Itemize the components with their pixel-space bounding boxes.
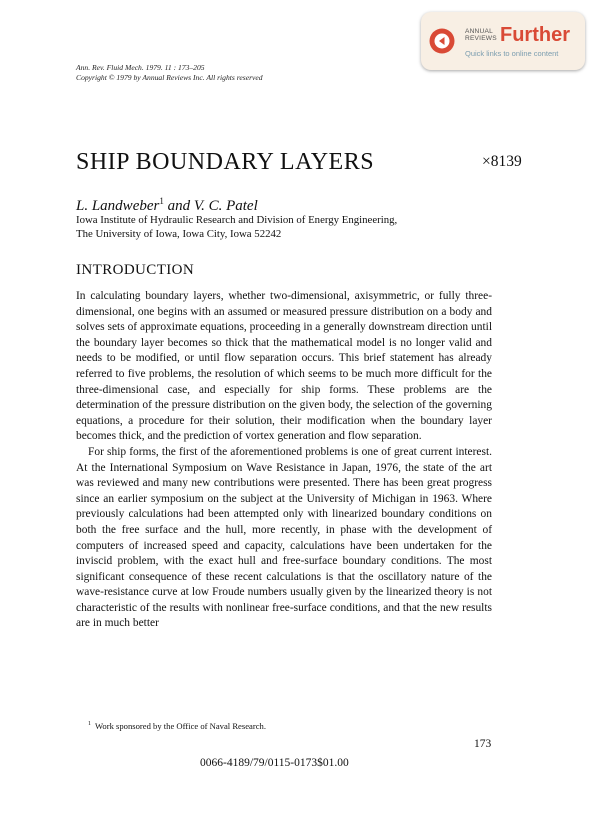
citation-line-1: Ann. Rev. Fluid Mech. 1979. 11 : 173–205 xyxy=(76,63,205,72)
affiliation xyxy=(76,213,397,241)
footnote xyxy=(88,719,266,732)
further-label: Further xyxy=(500,24,570,46)
page-number: 173 xyxy=(474,738,492,750)
annual-reviews-label xyxy=(465,28,497,42)
footnote-text: Work sponsored by the Office of Naval Research. xyxy=(95,720,266,731)
affiliation-line-2: The University of Iowa, Iowa City, Iowa 52242 xyxy=(76,228,282,240)
play-circle-icon xyxy=(429,28,455,54)
paragraph-1: In calculating boundary layers, whether two-dimensional, axisymmetric, or fully three-dimensional, one begins with an assumed or measured pressure distribution on a body and solves sets of approximate equations, proceeding in a generally downstream direction until the boundary layer becomes so thick that the mathematical model is no longer valid and needs to be modified, or until flow separation occurs. This brief statement has already referred to five problems, the resolution of which seems to be much more difficult for the three-dimensional case, and especially for ship forms. These problems are the determination of the pressure distribution on the given body, the selection of the governing equations, a procedure for their solution, their modification when the boundary layer becomes thick, and the prediction of vortex generation and flow separation. xyxy=(76,290,492,443)
footnote-marker: 1 xyxy=(88,721,91,727)
article-number: ×8139 xyxy=(482,153,522,170)
section-heading-introduction: INTRODUCTION xyxy=(76,262,195,278)
author-2: V. C. Patel xyxy=(193,198,258,214)
further-links-badge[interactable] xyxy=(421,12,585,70)
affiliation-line-1: Iowa Institute of Hydraulic Research and Division of Energy Engineering, xyxy=(76,214,398,226)
article-title: SHIP BOUNDARY LAYERS xyxy=(76,149,375,175)
citation-line-2: Copyright © 1979 by Annual Reviews Inc. All rights reserved xyxy=(76,73,263,82)
authors xyxy=(76,192,258,215)
further-subtitle: Quick links to online content xyxy=(465,49,559,58)
body-text xyxy=(76,289,492,632)
author-join: and xyxy=(163,198,194,214)
author-1-footnote-marker: 1 xyxy=(159,196,164,206)
annual-label: ANNUAL xyxy=(465,28,493,35)
author-1: L. Landweber xyxy=(76,198,160,214)
article-code: 0066-4189/79/0115-0173$01.00 xyxy=(200,757,349,769)
paragraph-2: For ship forms, the first of the aforementioned problems is one of great current interest. At the International Symposium on Wave Resistance in Japan, 1976, the state of the art was reviewed and many new contributions were presented. There has been great progress since an earlier symposium on the subject at the University of Michigan in 1963. Where previously calculations had been attempted only with linearized boundary conditions on both the free surface and the hull, more recently, in phase with the development of computers of increased speed and capacity, calculations have been undertaken for the inviscid problem, with the exact hull and free-surface boundary conditions. The most significant consequence of these recent calculations is that the oscillatory nature of the wave-resistance curve at low Froude numbers usually given by the linearized theory is not characteristic of the results with nonlinear free-surface conditions, and that the new results are in much better xyxy=(76,445,492,630)
journal-citation xyxy=(76,63,263,83)
reviews-label: REVIEWS xyxy=(465,35,497,43)
